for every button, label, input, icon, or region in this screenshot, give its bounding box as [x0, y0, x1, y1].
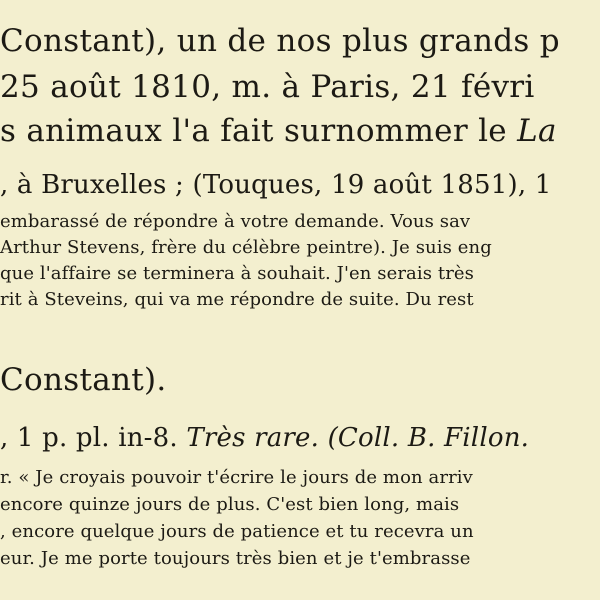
entry1-letter-line-2: Arthur Stevens, frère du célèbre peintre). Je suis eng [0, 237, 492, 258]
entry2-letter-line-2: encore quinze jours de plus. C'est bien long, mais [0, 494, 460, 515]
entry1-line-4: , à Bruxelles ; (Touques, 19 août 1851), 1 [0, 170, 552, 200]
entry1-line-3 [0, 113, 557, 149]
entry2-description-text: , 1 p. pl. in-8. [0, 423, 187, 453]
entry1-letter-line-1: embarassé de répondre à votre demande. Vous sav [0, 211, 471, 232]
entry1-line-3-italic: La [517, 113, 557, 149]
entry2-letter-line-4: eur. Je me porte toujours très bien et je t'embrasse [0, 548, 471, 569]
entry2-description-italic: Très rare. (Coll. B. Fillon. [186, 423, 530, 453]
entry2-heading: Constant). [0, 362, 167, 398]
entry2-letter-line-1: r. « Je croyais pouvoir t'écrire le jours de mon arriv [0, 467, 473, 488]
entry1-line-1: Constant), un de nos plus grands p [0, 23, 560, 59]
entry2-description [0, 425, 529, 451]
entry1-letter-line-3: que l'affaire se terminera à souhait. J'en serais très [0, 263, 475, 284]
entry2-letter-line-3: , encore quelque jours de patience et tu recevra un [0, 521, 474, 542]
entry1-line-2: 25 août 1810, m. à Paris, 21 févri [0, 69, 535, 105]
entry1-line-3-text: s animaux l'a fait surnommer le [0, 113, 518, 149]
entry1-letter-line-4: rit à Steveins, qui va me répondre de suite. Du rest [0, 289, 474, 310]
